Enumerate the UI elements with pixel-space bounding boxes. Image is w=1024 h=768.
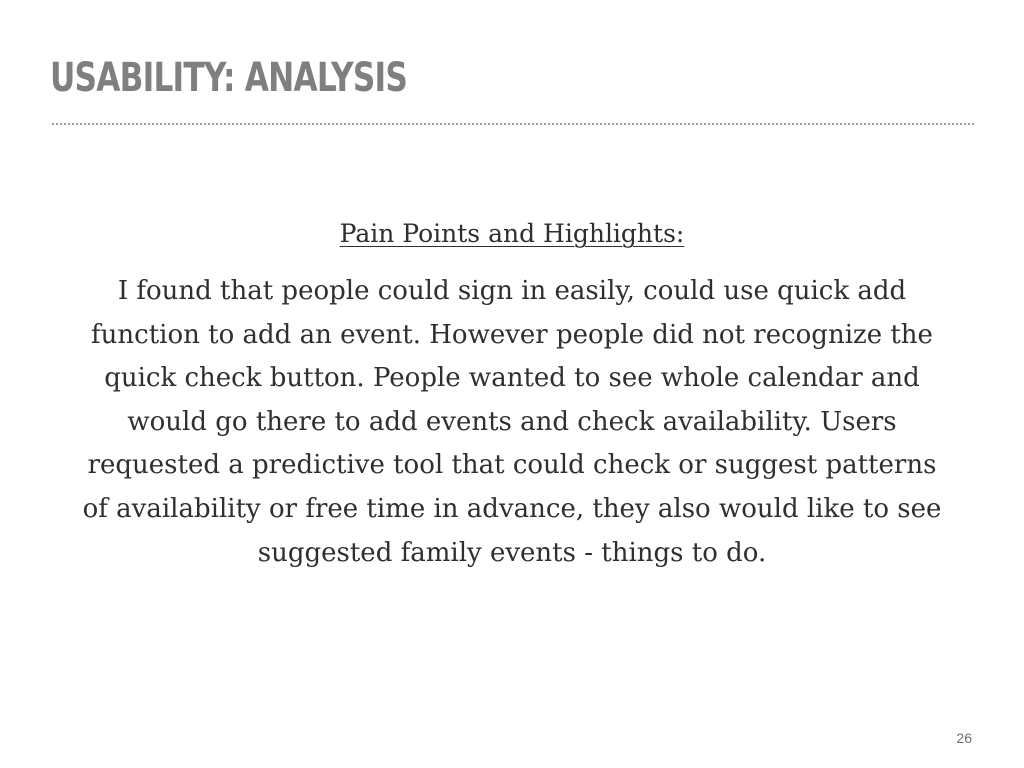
- slide-title: USABILITY: ANALYSIS: [50, 55, 408, 101]
- section-heading: Pain Points and Highlights:: [339, 219, 685, 248]
- body-paragraph: [48, 270, 976, 575]
- page-number: 26: [956, 730, 972, 746]
- title-divider: [52, 123, 974, 125]
- body-line: quick check button. People wanted to see whole calendar and: [104, 363, 920, 394]
- body-line: suggested family events - things to do.: [257, 537, 767, 568]
- body-line: of availability or free time in advance, they also would like to see: [82, 493, 942, 524]
- body-line: would go there to add events and check availability. Users: [127, 406, 897, 437]
- body-line: function to add an event. However people did not recognize the: [91, 319, 933, 350]
- slide-content: [48, 214, 976, 575]
- body-line: I found that people could sign in easily, could use quick add: [117, 276, 907, 306]
- body-line: requested a predictive tool that could check or suggest patterns: [87, 450, 937, 481]
